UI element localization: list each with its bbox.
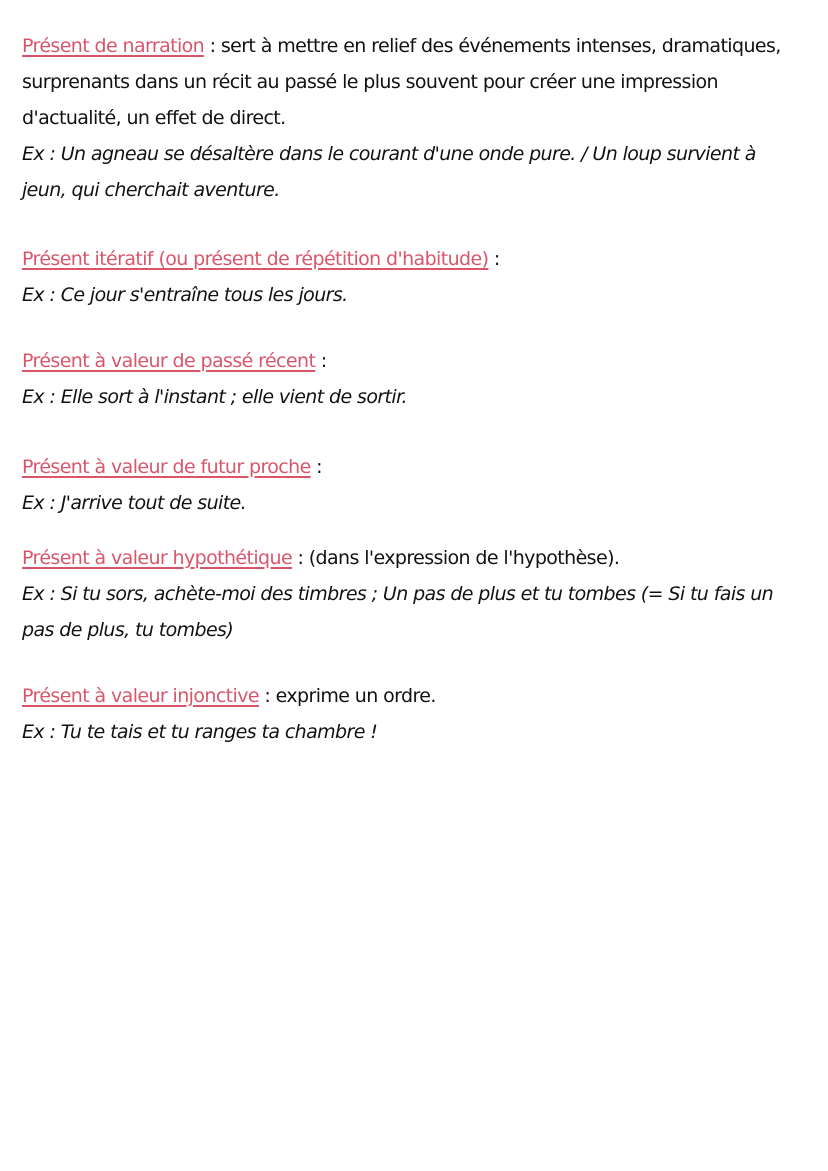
section-heading: Présent de narration (22, 35, 205, 57)
section-heading-line (22, 540, 812, 576)
section-injonctive (22, 678, 812, 750)
example-text: Ex : Si tu sors, achète-moi des timbres ; Un pas de plus et tu tombes (= Si tu fais un (22, 583, 774, 605)
definition-text: d'actualité, un effet de direct. (22, 107, 286, 129)
definition-text: : sert à mettre en relief des événements intenses, dramatiques, (204, 35, 781, 57)
section-heading: Présent à valeur injonctive (22, 685, 259, 707)
definition-text: : exprime un ordre. (258, 685, 436, 707)
section-heading-line (22, 241, 812, 277)
section-hypothetique (22, 540, 812, 648)
definition-text: : (488, 248, 500, 270)
section-heading: Présent à valeur de futur proche (22, 456, 311, 478)
section-heading-line (22, 449, 812, 485)
example-text: Ex : Ce jour s'entraîne tous les jours. (22, 284, 348, 306)
example-text: jeun, qui cherchait aventure. (22, 179, 280, 201)
section-passe-recent (22, 343, 812, 415)
definition-text: surprenants dans un récit au passé le plus souvent pour créer une impression (22, 71, 718, 93)
section-heading-line (22, 678, 812, 714)
section-narration (22, 28, 812, 208)
section-heading: Présent à valeur hypothétique (22, 547, 293, 569)
definition-text: : (310, 456, 322, 478)
section-iteratif (22, 241, 812, 313)
example-text: Ex : Elle sort à l'instant ; elle vient de sortir. (22, 386, 407, 408)
section-heading-line (22, 28, 812, 64)
example-text: Ex : Un agneau se désaltère dans le courant d'une onde pure. / Un loup survient à (22, 143, 756, 165)
definition-text: : (315, 350, 327, 372)
example-text: pas de plus, tu tombes) (22, 619, 234, 641)
section-heading-line (22, 343, 812, 379)
section-futur-proche (22, 449, 812, 521)
example-text: Ex : J'arrive tout de suite. (22, 492, 247, 514)
section-heading: Présent à valeur de passé récent (22, 350, 316, 372)
example-text: Ex : Tu te tais et tu ranges ta chambre ! (22, 721, 378, 743)
definition-text: : (dans l'expression de l'hypothèse). (292, 547, 620, 569)
section-heading: Présent itératif (ou présent de répétition d'habitude) (22, 248, 489, 270)
